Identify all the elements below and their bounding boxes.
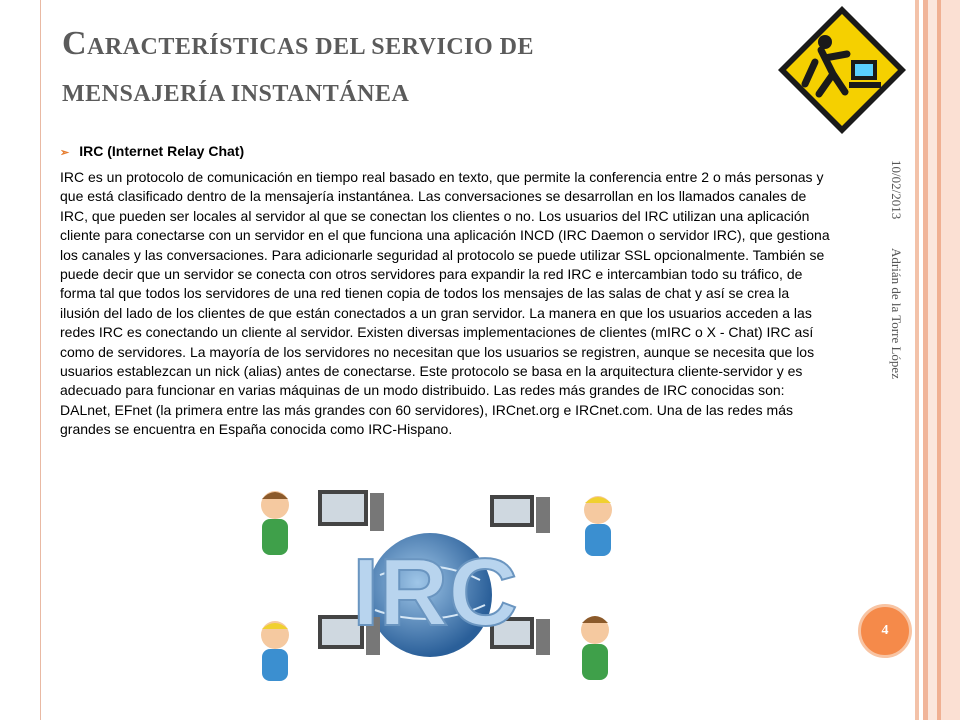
vertical-footer bbox=[874, 160, 914, 460]
under-construction-sign-icon bbox=[775, 2, 910, 137]
decorative-stripes bbox=[915, 0, 960, 720]
slide-date: 10/02/2013 bbox=[889, 160, 904, 220]
slide-author: Adrián de la Torre López bbox=[889, 248, 904, 379]
arrow-right-icon: ➢ bbox=[60, 147, 70, 159]
slide-title: CARACTERÍSTICAS DEL SERVICIO DE MENSAJERÍA INSTANTÁNEA bbox=[62, 25, 535, 107]
body-text: IRC es un protocolo de comunicación en tiempo real basado en texto, que permite la conferencia entre 2 o más personas y que está clasificado dentro de la mensajería instantánea. Las conversaciones se desarrollan en los llamados canales de IRC, que pueden ser locales al servidor al que se conectan los clientes o no. Los usuarios del IRC utilizan una aplicación cliente para conectarse con un servidor en el que funciona una aplicación INCD (IRC Daemon o servidor IRC), que gestiona los canales y las conversaciones. Para adicionarle seguridad al protocolo se puede utilizar SSL opcionalmente. También se puede decir que un servidor se conecta con otros servidores para expandir la red IRC e intercambian todo su tráfico, de forma tal que todos los servidores de una red tienen copia de todos los mensajes de las salas de chat y así se crea la ilusión del lado de los clientes de que están conectados a un gran servidor. La manera en que los usuarios acceden a las redes IRC es conectando un cliente al servidor. Existen diversas implementaciones de clientes (mIRC o X - Chat) IRC así como de servidores. La mayoría de los servidores no necesitan que los usuarios se registren, aunque se necesita que los usuarios establezcan un nick (alias) antes de conectarse. Este protocolo se basa en la arquitectura cliente-servidor y es adecuado para funcionar en varias máquinas de un modo distribuido. Las redes más grandes de IRC conocidas son: DALnet, EFnet (la primera entre las más grandes con 60 servidores), IRCnet.org e IRCnet.com. Una de las redes más grandes se encuentra en España conocida como IRC-Hispano. bbox=[60, 169, 830, 438]
page-number-badge: 4 bbox=[858, 604, 912, 658]
bullet-heading: ➢ IRC (Internet Relay Chat) bbox=[60, 143, 245, 159]
irc-logo-text: IRC bbox=[352, 539, 518, 646]
left-border-line bbox=[40, 0, 41, 720]
irc-network-illustration bbox=[250, 485, 620, 715]
